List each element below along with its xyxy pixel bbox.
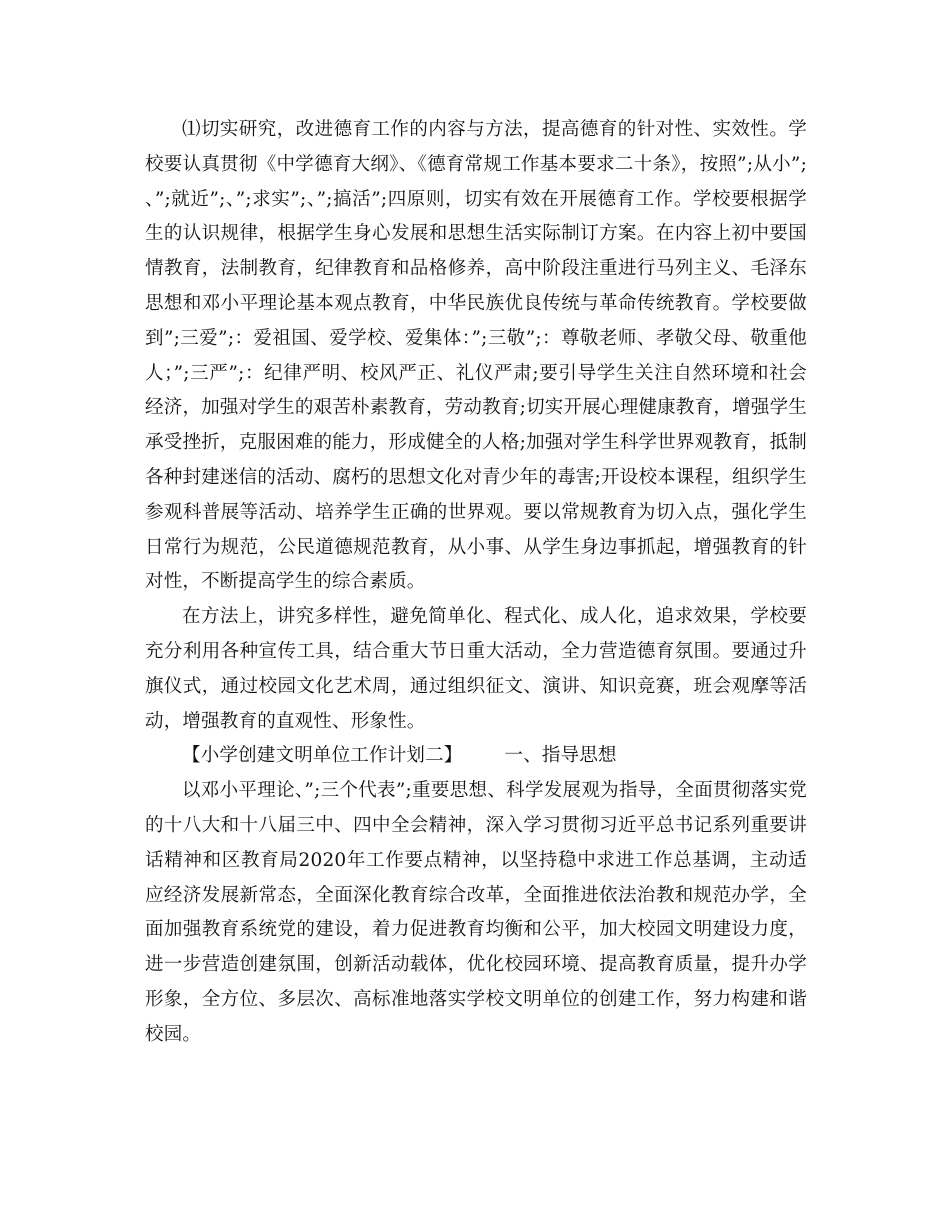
- section-heading: [145, 739, 807, 774]
- section-title: 【小学创建文明单位工作计划二】: [182, 745, 463, 767]
- paragraph-guiding-thought: 以邓小平理论、”;三个代表”;重要思想、科学发展观为指导，全面贯彻落实党的十八大和十八届三中、四中全会精神，深入学习贯彻习近平总书记系列重要讲话精神和区教育局2020年工作要点精神，以坚持稳中求进工作总基调，主动适应经济发展新常态，全面深化教育综合改革，全面推进依法治教和规范办学，全面加强教育系统党的建设，着力促进教育均衡和公平，加大校园文明建设力度，进一步营造创建氛围，创新活动载体，优化校园环境、提高教育质量，提升办学形象，全方位、多层次、高标准地落实学校文明单位的创建工作，努力构建和谐校园。: [145, 780, 807, 1045]
- paragraph-moral-education-content: ⑴切实研究，改进德育工作的内容与方法，提高德育的针对性、实效性。学校要认真贯彻《中学德育大纲》、《德育常规工作基本要求二十条》，按照”;从小”;、”;就近”;、”;求实”;、”;搞活”;四原则，切实有效在开展德育工作。学校要根据学生的认识规律，根据学生身心发展和思想生活实际制订方案。在内容上初中要国情教育，法制教育，纪律教育和品格修养，高中阶段注重进行马列主义、毛泽东思想和邓小平理论基本观点教育，中华民族优良传统与革命传统教育。学校要做到”;三爱”;：爱祖国、爱学校、爱集体：”;三敬”;：尊敬老师、孝敬父母、敬重他人；”;三严”;：纪律严明、校风严正、礼仪严肃;要引导学生关注自然环境和社会经济，加强对学生的艰苦朴素教育，劳动教育;切实开展心理健康教育，增强学生承受挫折，克服困难的能力，形成健全的人格;加强对学生科学世界观教育，抵制各种封建迷信的活动、腐朽的思想文化对青少年的毒害;开设校本课程，组织学生参观科普展等活动、培养学生正确的世界观。要以常规教育为切入点，强化学生日常行为规范，公民道德规范教育，从小事、从学生身边事抓起，增强教育的针对性，不断提高学生的综合素质。: [145, 119, 807, 593]
- paragraph-moral-education-method: 在方法上，讲究多样性，避免简单化、程式化、成人化，追求效果，学校要充分利用各种宣传工具，结合重大节日重大活动，全力营造德育氛围。要通过升旗仪式，通过校园文化艺术周，通过组织征文、演讲、知识竞赛，班会观摩等活动，增强教育的直观性、形象性。: [145, 606, 807, 732]
- section-subtitle: 一、指导思想: [504, 745, 617, 767]
- document-page: [145, 113, 807, 1053]
